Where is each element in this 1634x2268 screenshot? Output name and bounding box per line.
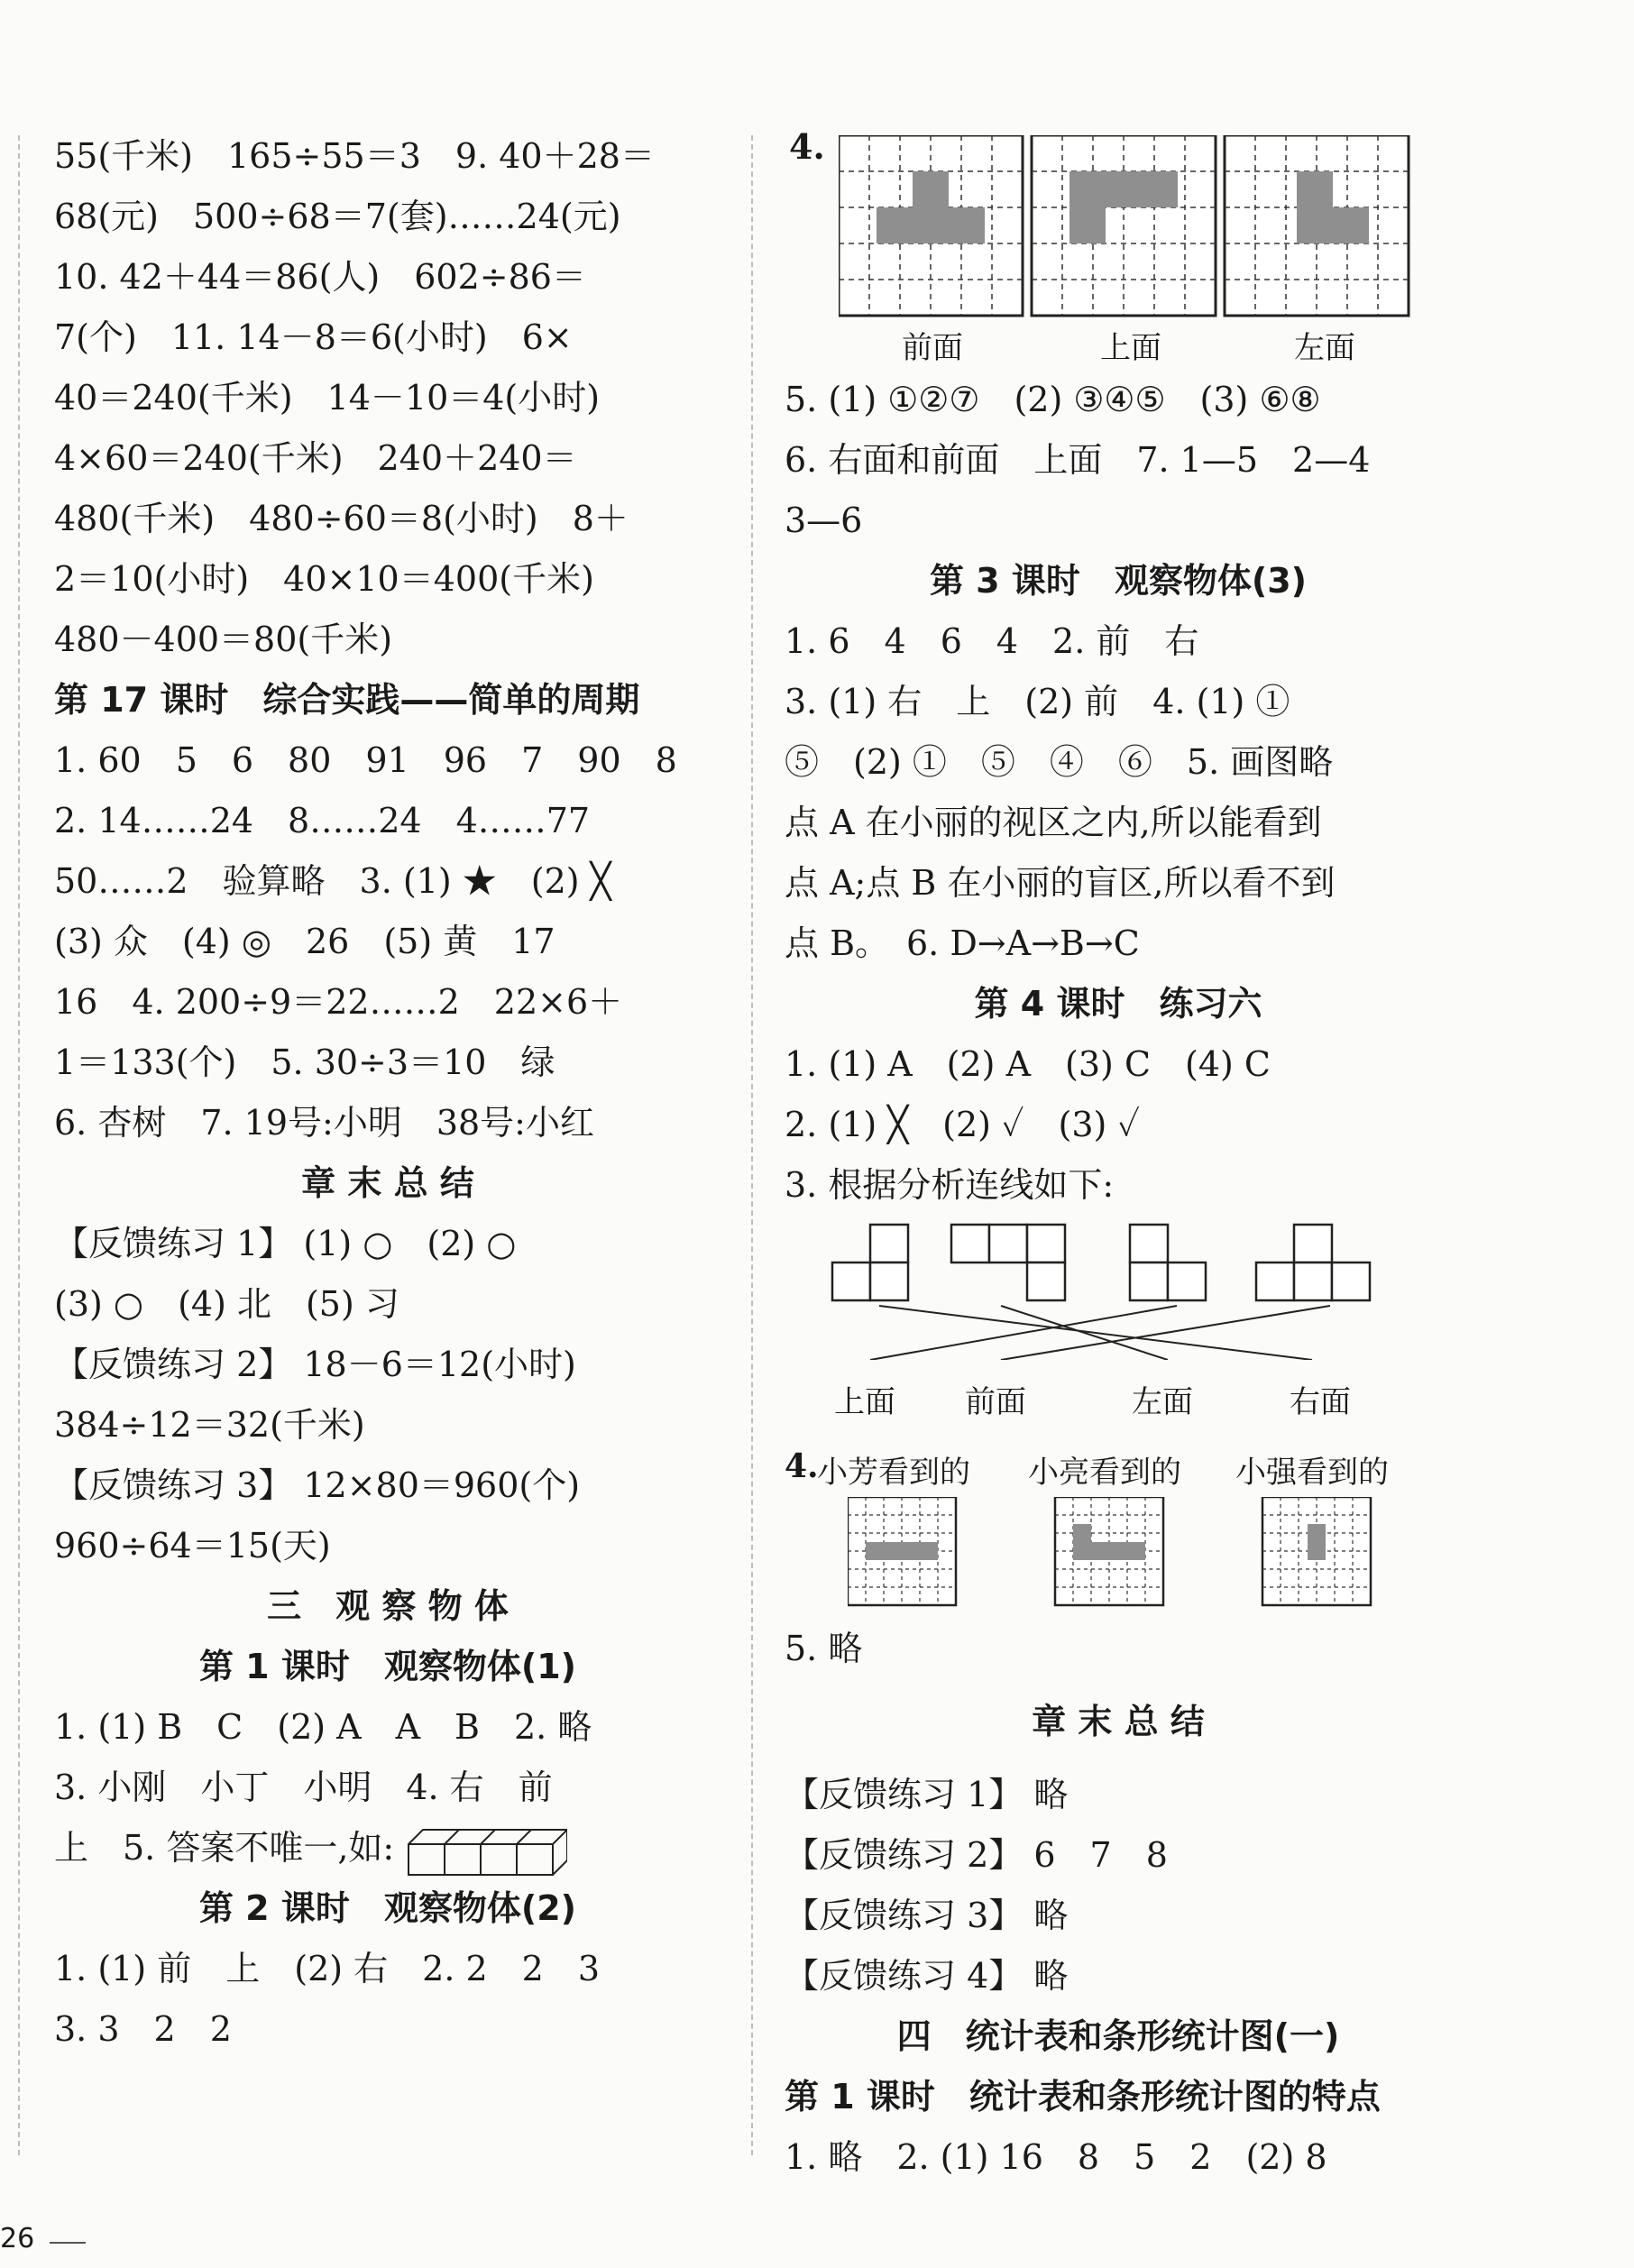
feedback-line: 【反馈练习 1】 (1) ○ (2) ○ bbox=[54, 1224, 517, 1263]
cubes-figure bbox=[405, 1824, 567, 1878]
caption-xiaoliang: 小亮看到的 bbox=[1028, 1455, 1181, 1491]
column-divider bbox=[18, 135, 20, 2155]
answer-line: 7(个) 11. 14－8＝6(小时) 6× bbox=[54, 317, 573, 357]
question-number: 4. bbox=[785, 1447, 819, 1485]
answer-line: 40＝240(千米) 14－10＝4(小时) bbox=[54, 378, 601, 418]
feedback-line: 【反馈练习 3】 略 bbox=[785, 1896, 1069, 1935]
answer-line: 6. 杏树 7. 19号:小明 38号:小红 bbox=[54, 1103, 594, 1143]
lesson-4-title: 第 4 课时 练习六 bbox=[974, 984, 1262, 1024]
answer-line: 3. 小刚 小丁 小明 4. 右 前 bbox=[54, 1768, 553, 1807]
feedback-line: 【反馈练习 4】 略 bbox=[785, 1956, 1069, 1996]
feedback-line: (3) ○ (4) 北 (5) 习 bbox=[54, 1284, 399, 1324]
answer-line: 1. (1) A (2) A (3) C (4) C bbox=[785, 1044, 1271, 1084]
answer-line: 55(千米) 165÷55＝3 9. 40＋28＝ bbox=[54, 136, 655, 176]
answer-line: 3. 根据分析连线如下: bbox=[785, 1165, 1115, 1205]
xiaoqiang-view bbox=[1262, 1497, 1371, 1605]
front-view-grid bbox=[839, 135, 1023, 316]
matching-lines-figure bbox=[825, 1216, 1456, 1360]
answer-line: 1. 略 2. (1) 16 8 5 2 (2) 8 bbox=[785, 2137, 1327, 2177]
question-number: 4. bbox=[789, 126, 825, 167]
unit-3-title: 三 观 察 物 体 bbox=[267, 1586, 509, 1626]
answer-text: 上 5. 答案不唯一,如: bbox=[54, 1828, 395, 1868]
chapter-summary-title: 章 末 总 结 bbox=[301, 1163, 474, 1203]
feedback-line: 【反馈练习 1】 略 bbox=[785, 1775, 1069, 1814]
feedback-line: 【反馈练习 2】 6 7 8 bbox=[785, 1835, 1168, 1875]
caption-left: 左面 bbox=[1294, 330, 1355, 366]
answer-line: 2. (1) ╳ (2) ✓ (3) ✓ bbox=[785, 1105, 1140, 1144]
answer-line: 50……2 验算略 3. (1) ★ (2) ╳ bbox=[54, 861, 611, 901]
answer-line: 480－400＝80(千米) bbox=[54, 620, 393, 659]
page-number: 26 bbox=[0, 2223, 35, 2254]
answer-line: 1. (1) 前 上 (2) 右 2. 2 2 3 bbox=[54, 1949, 601, 1988]
matching-figure bbox=[785, 1216, 1452, 1396]
unit-4-lesson-1-title: 第 1 课时 统计表和条形统计图的特点 bbox=[785, 2077, 1381, 2116]
answer-line: 1. (1) B C (2) A A B 2. 略 bbox=[54, 1707, 592, 1747]
answer-line: 3. 3 2 2 bbox=[54, 2009, 232, 2049]
lesson-2-title: 第 2 课时 观察物体(2) bbox=[198, 1888, 577, 1928]
feedback-line: 【反馈练习 3】 12×80＝960(个) bbox=[54, 1465, 581, 1505]
answer-line: 5. (1) ①②⑦ (2) ③④⑤ (3) ⑥⑧ bbox=[785, 380, 1321, 419]
column-divider bbox=[751, 135, 753, 2155]
answer-line: 2＝10(小时) 40×10＝400(千米) bbox=[54, 559, 594, 599]
answer-line: 点 B。 6. D→A→B→C bbox=[785, 923, 1140, 963]
answer-line: 3—6 bbox=[785, 500, 863, 540]
caption-front: 前面 bbox=[902, 330, 963, 366]
caption-xiaoqiang: 小强看到的 bbox=[1235, 1455, 1389, 1491]
answer-line: 68(元) 500÷68＝7(套)……24(元) bbox=[54, 197, 621, 236]
right-column bbox=[785, 126, 1452, 2188]
lesson-17-title: 第 17 课时 综合实践——简单的周期 bbox=[54, 680, 640, 720]
caption-top: 上面 bbox=[1100, 330, 1161, 366]
caption-top: 上面 bbox=[834, 1384, 895, 1420]
answer-line: 1＝133(个) 5. 30÷3＝10 绿 bbox=[54, 1042, 555, 1082]
answer-line: 1. 6 4 6 4 2. 前 右 bbox=[785, 621, 1199, 661]
answer-line: 6. 右面和前面 上面 7. 1—5 2—4 bbox=[785, 440, 1371, 480]
left-column bbox=[54, 126, 721, 2060]
view-grids bbox=[839, 135, 1470, 334]
xiaoliang-view bbox=[1055, 1497, 1163, 1605]
answer-line-with-figure bbox=[54, 1818, 721, 1878]
top-view-grid bbox=[1032, 135, 1216, 316]
answer-line: 点 A 在小丽的视区之内,所以能看到 bbox=[785, 803, 1322, 842]
answer-line: 480(千米) 480÷60＝8(小时) 8＋ bbox=[54, 499, 629, 538]
lesson-1-title: 第 1 课时 观察物体(1) bbox=[198, 1647, 577, 1686]
feedback-line: 384÷12＝32(千米) bbox=[54, 1405, 365, 1445]
feedback-line: 【反馈练习 2】 18－6＝12(小时) bbox=[54, 1345, 576, 1384]
caption-xiaofang: 小芳看到的 bbox=[817, 1455, 970, 1491]
small-view-grids bbox=[848, 1497, 1443, 1614]
answer-line: 1. 60 5 6 80 91 96 7 90 8 bbox=[54, 740, 677, 780]
answer-line: ⑤ (2) ① ⑤ ④ ⑥ 5. 画图略 bbox=[785, 742, 1334, 782]
page-number-rule bbox=[50, 2242, 86, 2244]
answer-line: 5. 略 bbox=[785, 1629, 863, 1668]
xiaofang-view bbox=[848, 1497, 956, 1605]
q4-views-figure bbox=[785, 126, 1452, 370]
answer-line: 4×60＝240(千米) 240＋240＝ bbox=[54, 438, 577, 478]
answer-line: 点 A;点 B 在小丽的盲区,所以看不到 bbox=[785, 863, 1336, 903]
caption-left: 左面 bbox=[1132, 1384, 1193, 1420]
caption-front: 前面 bbox=[965, 1384, 1026, 1420]
left-view-grid bbox=[1225, 135, 1409, 316]
lesson-3-title: 第 3 课时 观察物体(3) bbox=[929, 561, 1308, 601]
chapter-summary-title: 章 末 总 结 bbox=[1032, 1702, 1205, 1741]
unit-4-title: 四 统计表和条形统计图(一) bbox=[896, 2016, 1340, 2056]
answer-line: 10. 42＋44＝86(人) 602÷86＝ bbox=[54, 257, 586, 297]
feedback-line: 960÷64＝15(天) bbox=[54, 1526, 331, 1566]
answer-line: 2. 14……24 8……24 4……77 bbox=[54, 801, 591, 840]
q4b-figure bbox=[785, 1447, 1452, 1619]
answer-line: (3) 众 (4) ◎ 26 (5) 黄 17 bbox=[54, 922, 555, 961]
caption-right: 右面 bbox=[1290, 1384, 1351, 1420]
answer-line: 16 4. 200÷9＝22……2 22×6＋ bbox=[54, 982, 623, 1022]
answer-line: 3. (1) 右 上 (2) 前 4. (1) ① bbox=[785, 682, 1290, 721]
